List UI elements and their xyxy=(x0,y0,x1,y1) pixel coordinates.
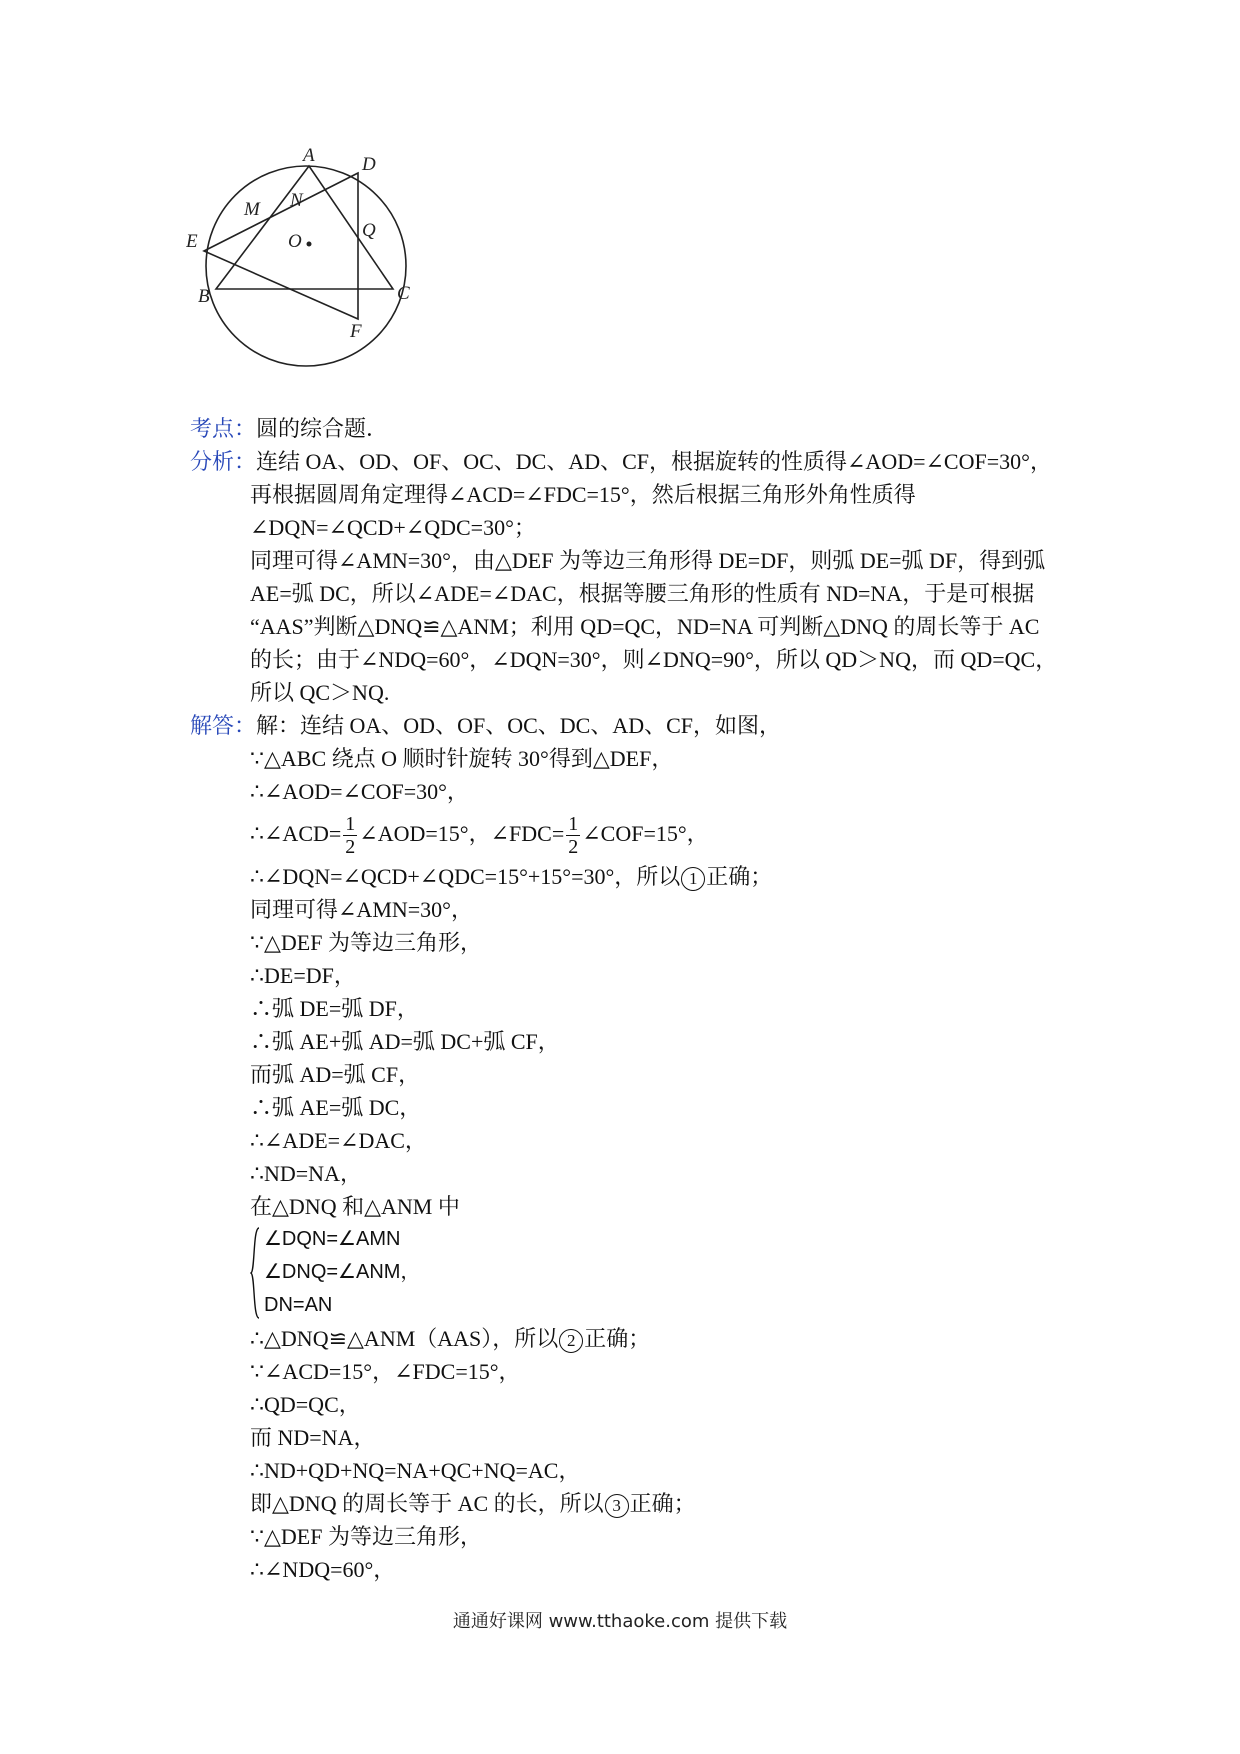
label-n: N xyxy=(290,190,303,211)
solution-line: ∴弧 AE=弧 DC， xyxy=(250,1095,422,1120)
fenxi-line: 所以 QC＞NQ. xyxy=(250,680,390,705)
solution-line: ∴∠NDQ=60°， xyxy=(250,1557,396,1582)
fraction-half: $\frac{1}{2}$ xyxy=(568,813,579,859)
fenxi-line: 再根据圆周角定理得∠ACD=∠FDC=15°，然后根据三角形外角性质得 xyxy=(250,482,916,507)
label-e: E xyxy=(186,231,198,252)
solution-line: 即△DNQ 的周长等于 AC 的长，所以 3 正确； xyxy=(250,1491,696,1516)
kaodian-text: 圆的综合题． xyxy=(256,416,389,441)
center-dot xyxy=(307,242,312,247)
solution-line: ∴∠ADE=∠DAC， xyxy=(250,1128,427,1153)
label-d: D xyxy=(362,154,376,175)
solution-line: ∴弧 AE+弧 AD=弧 DC+弧 CF， xyxy=(250,1029,560,1054)
solution-line: ∴QD=QC， xyxy=(250,1392,361,1417)
fenxi-line: “AAS”判断△DNQ≌△ANM；利用 QD=QC，ND=NA 可判断△DNQ 的周长等于 AC xyxy=(250,614,1040,639)
solution-line: 而 ND=NA， xyxy=(250,1425,376,1450)
system-line: ∠DNQ=∠ANM， xyxy=(264,1261,421,1283)
system-line: DN=AN xyxy=(264,1294,333,1316)
page-footer: 通通好课网 www.tthaoke.com 提供下载 xyxy=(452,1611,788,1632)
equation-system xyxy=(250,1223,1070,1322)
system-line: ∠DQN=∠AMN xyxy=(264,1228,401,1250)
solution-line: ∵∠ACD=15°，∠FDC=15°， xyxy=(250,1359,521,1384)
label-b: B xyxy=(198,286,210,307)
fenxi-line: ∠DQN=∠QCD+∠QDC=30°； xyxy=(250,515,536,540)
label-q: Q xyxy=(362,220,376,241)
circled-number: 2 xyxy=(559,1329,583,1353)
fenxi-line: 同理可得∠AMN=30°，由△DEF 为等边三角形得 DE=DF，则弧 DE=弧 DF，得到弧 xyxy=(250,548,1046,573)
solution-line: ∴弧 DE=弧 DF， xyxy=(250,996,419,1021)
solution-line: ∴ND=NA， xyxy=(250,1161,362,1186)
fenxi-line: AE=弧 DC，所以∠ADE=∠DAC，根据等腰三角形的性质有 ND=NA，于是可根据 xyxy=(250,581,1035,606)
fenxi-line: 连结 OA、OD、OF、OC、DC、AD、CF，根据旋转的性质得∠AOD=∠COF=30°， xyxy=(256,449,1052,474)
solution-line: ∴DE=DF， xyxy=(250,963,356,988)
solution-line: 而弧 AD=弧 CF， xyxy=(250,1062,421,1087)
fenxi-section xyxy=(190,445,1070,709)
solution-line: ∵△DEF 为等边三角形， xyxy=(250,930,482,955)
solution-line: ∴∠AOD=∠COF=30°， xyxy=(250,779,469,804)
jieda-section xyxy=(190,709,1070,1586)
label-m: M xyxy=(244,199,260,220)
solution-line: ∴∠DQN=∠QCD+∠QDC=15°+15°=30°，所以 1 正确； xyxy=(250,864,773,889)
label-c: C xyxy=(397,283,410,304)
solution-line: ∴ND+QD+NQ=NA+QC+NQ=AC， xyxy=(250,1458,581,1483)
solution-line: 解：连结 OA、OD、OF、OC、DC、AD、CF，如图， xyxy=(256,713,781,738)
circled-number: 1 xyxy=(681,867,705,891)
solution-line: ∴△DNQ≌△ANM（AAS），所以 2 正确； xyxy=(250,1326,651,1351)
jieda-label: 解答： xyxy=(190,713,257,738)
label-o: O xyxy=(288,231,302,252)
solution-line: 在△DNQ 和△ANM 中 xyxy=(250,1194,460,1219)
label-a: A xyxy=(303,146,315,166)
fraction-half: $\frac{1}{2}$ xyxy=(345,813,356,859)
solution-line: ∵△ABC 绕点 O 顺时针旋转 30°得到△DEF， xyxy=(250,746,674,771)
kaodian-label: 考点： xyxy=(190,416,257,441)
triangle-def xyxy=(204,173,358,319)
kaodian-section xyxy=(190,412,1070,445)
solution-line: ∵△DEF 为等边三角形， xyxy=(250,1524,482,1549)
circle-geometry-figure xyxy=(186,146,426,386)
label-f: F xyxy=(350,321,362,342)
circled-number: 3 xyxy=(605,1494,629,1518)
fenxi-line: 的长；由于∠NDQ=60°，∠DQN=30°，则∠DNQ=90°，所以 QD＞NQ，而 QD=QC， xyxy=(250,647,1058,672)
solution-line-fraction: ∴∠ACD= $\frac{1}{2}$ ∠AOD=15°，∠FDC= $\frac{1}{2}$ ∠COF=15°， xyxy=(250,813,709,859)
fenxi-label: 分析： xyxy=(190,449,257,474)
left-brace-icon xyxy=(250,1227,260,1319)
solution-line: 同理可得∠AMN=30°， xyxy=(250,897,473,922)
